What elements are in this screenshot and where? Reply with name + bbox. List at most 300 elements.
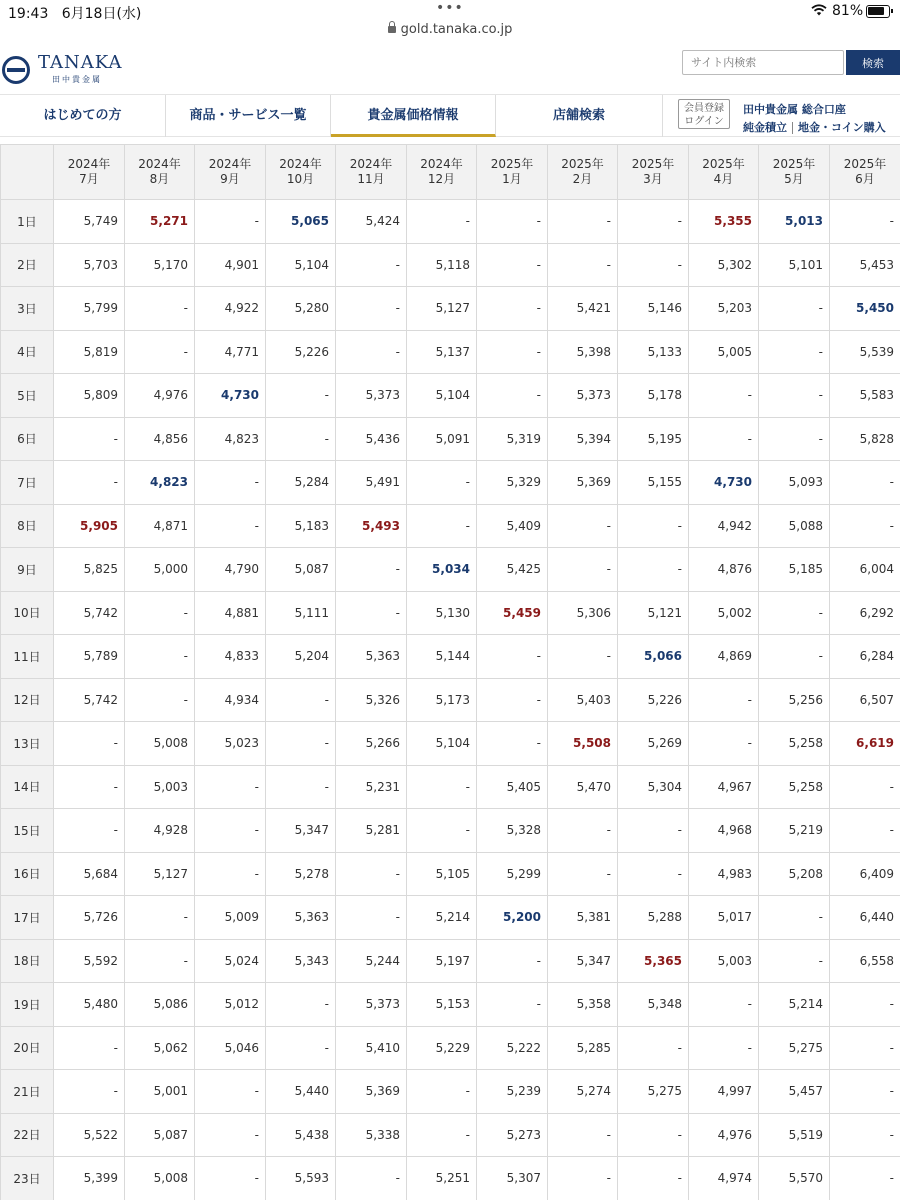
price-cell: -: [195, 461, 266, 505]
price-cell: 5,091: [407, 417, 477, 461]
day-label: 18日: [1, 939, 54, 983]
price-cell: 5,219: [759, 809, 830, 853]
table-row: [1, 896, 900, 940]
price-cell: 5,592: [54, 939, 125, 983]
price-cell: 5,348: [618, 983, 689, 1027]
price-cell: 5,088: [759, 504, 830, 548]
price-cell: 5,480: [54, 983, 125, 1027]
site-header: [0, 44, 900, 94]
price-cell: 5,347: [548, 939, 618, 983]
price-cell: 5,328: [477, 809, 548, 853]
month-header-year: 2025年: [631, 157, 675, 171]
price-cell: 5,365: [618, 939, 689, 983]
price-cell: -: [407, 200, 477, 244]
month-header-year: 2024年: [349, 157, 393, 171]
price-cell: -: [336, 243, 407, 287]
price-cell: -: [618, 809, 689, 853]
price-cell: 4,833: [195, 635, 266, 679]
price-cell: -: [759, 635, 830, 679]
link-separator: [792, 122, 793, 134]
price-cell: 5,491: [336, 461, 407, 505]
day-label: 7日: [1, 461, 54, 505]
price-cell: -: [830, 1113, 900, 1157]
price-cell: 5,373: [336, 983, 407, 1027]
price-cell: 5,347: [266, 809, 336, 853]
price-cell: -: [477, 939, 548, 983]
price-cell: -: [477, 983, 548, 1027]
member-register-label: 会員登録: [684, 103, 724, 114]
nav-products-services[interactable]: 商品・サービス一覧: [166, 95, 331, 137]
price-cell: 5,302: [689, 243, 759, 287]
price-cell: 5,436: [336, 417, 407, 461]
month-header-month: 5月: [784, 172, 804, 186]
price-cell: -: [54, 765, 125, 809]
month-header-year: 2025年: [490, 157, 534, 171]
price-cell: -: [548, 504, 618, 548]
price-cell: -: [759, 591, 830, 635]
table-row: [1, 548, 900, 592]
price-cell: 5,403: [548, 678, 618, 722]
nav-beginners[interactable]: はじめての方: [0, 95, 166, 137]
price-cell: 6,507: [830, 678, 900, 722]
month-header-year: 2025年: [843, 157, 887, 171]
price-cell: -: [830, 1026, 900, 1070]
battery-icon: [866, 5, 890, 18]
price-cell: -: [548, 243, 618, 287]
price-cell: -: [618, 1026, 689, 1070]
month-header: [689, 145, 759, 200]
nav-store-search[interactable]: 店舗検索: [552, 108, 605, 123]
price-cell: -: [336, 548, 407, 592]
price-cell: 5,319: [477, 417, 548, 461]
price-cell: 5,539: [830, 330, 900, 374]
day-label: 16日: [1, 852, 54, 896]
price-cell: -: [54, 722, 125, 766]
table-row: [1, 330, 900, 374]
price-cell: 5,825: [54, 548, 125, 592]
price-cell: -: [266, 722, 336, 766]
price-cell: -: [54, 417, 125, 461]
month-header-year: 2025年: [772, 157, 816, 171]
price-cell: 5,173: [407, 678, 477, 722]
month-header-month: 8月: [149, 172, 170, 186]
table-row: [1, 1026, 900, 1070]
login-label: ログイン: [684, 116, 724, 127]
price-cell: 5,703: [54, 243, 125, 287]
price-cell: 4,942: [689, 504, 759, 548]
price-cell: -: [195, 765, 266, 809]
day-label: 13日: [1, 722, 54, 766]
price-cell: 5,244: [336, 939, 407, 983]
price-cell: -: [336, 852, 407, 896]
price-cell: 5,104: [407, 374, 477, 418]
price-cell: 5,726: [54, 896, 125, 940]
price-cell: -: [548, 200, 618, 244]
price-cell: -: [125, 287, 195, 331]
price-cell: 5,086: [125, 983, 195, 1027]
price-cell: 5,470: [548, 765, 618, 809]
nav-sub-links: [743, 119, 886, 135]
general-account-link[interactable]: 田中貴金属 総合口座: [743, 103, 846, 116]
price-cell: -: [195, 1070, 266, 1114]
price-cell: 5,121: [618, 591, 689, 635]
price-cell: -: [477, 722, 548, 766]
price-cell: -: [759, 939, 830, 983]
price-cell: 5,153: [407, 983, 477, 1027]
price-cell: 5,087: [125, 1113, 195, 1157]
month-header-year: 2025年: [561, 157, 604, 171]
table-header-row: [1, 145, 900, 200]
table-row: [1, 417, 900, 461]
price-cell: -: [195, 809, 266, 853]
price-cell: -: [266, 983, 336, 1027]
price-cell: 5,195: [618, 417, 689, 461]
member-login-button[interactable]: [678, 99, 730, 129]
price-cell: 5,155: [618, 461, 689, 505]
price-cell: 5,001: [125, 1070, 195, 1114]
price-cell: 4,771: [195, 330, 266, 374]
price-cell: 5,133: [618, 330, 689, 374]
price-cell: -: [830, 504, 900, 548]
month-header: [477, 145, 548, 200]
price-cell: 5,222: [477, 1026, 548, 1070]
day-label: 5日: [1, 374, 54, 418]
price-cell: -: [407, 1070, 477, 1114]
price-cell: -: [548, 548, 618, 592]
price-cell: 5,266: [336, 722, 407, 766]
day-label: 14日: [1, 765, 54, 809]
price-cell: -: [407, 504, 477, 548]
month-header: [759, 145, 830, 200]
price-cell: 5,017: [689, 896, 759, 940]
price-cell: -: [477, 374, 548, 418]
nav-precious-metal-prices[interactable]: 貴金属価格情報: [331, 95, 496, 137]
price-cell: 5,003: [125, 765, 195, 809]
price-cell: -: [407, 765, 477, 809]
price-cell: 5,275: [618, 1070, 689, 1114]
day-label: 11日: [1, 635, 54, 679]
price-cell: 5,749: [54, 200, 125, 244]
price-cell: 4,997: [689, 1070, 759, 1114]
price-cell: -: [689, 678, 759, 722]
price-cell: -: [477, 678, 548, 722]
price-cell: 4,976: [125, 374, 195, 418]
price-cell: 5,239: [477, 1070, 548, 1114]
price-cell: 4,922: [195, 287, 266, 331]
price-cell: 6,284: [830, 635, 900, 679]
price-cell: 5,111: [266, 591, 336, 635]
month-header-month: 10月: [286, 172, 315, 186]
price-cell: 5,425: [477, 548, 548, 592]
table-row: [1, 1113, 900, 1157]
price-cell: 5,522: [54, 1113, 125, 1157]
battery-percent: 81%: [832, 3, 864, 19]
day-label: 20日: [1, 1026, 54, 1070]
price-cell: -: [336, 591, 407, 635]
month-header-year: 2025年: [702, 157, 745, 171]
price-cell: 5,343: [266, 939, 336, 983]
price-cell: 4,856: [125, 417, 195, 461]
month-header-month: 9月: [220, 172, 240, 186]
price-cell: 5,231: [336, 765, 407, 809]
url-text: gold.tanaka.co.jp: [400, 22, 513, 37]
price-cell: -: [266, 678, 336, 722]
price-cell: 5,256: [759, 678, 830, 722]
price-cell: -: [336, 1157, 407, 1200]
month-header-month: 12月: [427, 172, 456, 186]
corner-header-cell: [1, 145, 54, 200]
price-cell: 5,269: [618, 722, 689, 766]
price-cell: -: [477, 200, 548, 244]
price-cell: 4,901: [195, 243, 266, 287]
price-cell: 4,967: [689, 765, 759, 809]
url-bar[interactable]: [0, 22, 900, 40]
price-cell: 6,440: [830, 896, 900, 940]
price-cell: -: [830, 765, 900, 809]
month-header-month: 7月: [79, 172, 99, 186]
price-cell: -: [195, 504, 266, 548]
price-cell: 5,398: [548, 330, 618, 374]
table-row: [1, 939, 900, 983]
price-cell: 5,742: [54, 591, 125, 635]
price-cell: -: [618, 1113, 689, 1157]
price-cell: 5,144: [407, 635, 477, 679]
price-cell: 4,876: [689, 548, 759, 592]
month-header: [54, 145, 125, 200]
price-cell: -: [195, 852, 266, 896]
price-cell: 4,976: [689, 1113, 759, 1157]
price-cell: 5,394: [548, 417, 618, 461]
price-cell: -: [125, 591, 195, 635]
month-header: [407, 145, 477, 200]
price-cell: 4,881: [195, 591, 266, 635]
price-cell: 5,410: [336, 1026, 407, 1070]
price-cell: 5,251: [407, 1157, 477, 1200]
price-cell: -: [830, 809, 900, 853]
price-cell: 5,570: [759, 1157, 830, 1200]
price-cell: 5,358: [548, 983, 618, 1027]
price-cell: -: [830, 200, 900, 244]
price-cell: 5,024: [195, 939, 266, 983]
nav-account-area: [662, 95, 900, 137]
price-cell: 4,869: [689, 635, 759, 679]
price-cell: 5,288: [618, 896, 689, 940]
price-cell: -: [195, 200, 266, 244]
price-cell: 4,968: [689, 809, 759, 853]
price-cell: -: [618, 504, 689, 548]
month-header: [548, 145, 618, 200]
price-cell: 5,405: [477, 765, 548, 809]
price-cell: 5,329: [477, 461, 548, 505]
price-cell: 5,065: [266, 200, 336, 244]
table-row: [1, 809, 900, 853]
price-cell: 5,905: [54, 504, 125, 548]
bullion-coin-link[interactable]: 地金・コイン購入: [798, 121, 886, 134]
price-cell: -: [548, 1113, 618, 1157]
price-cell: 5,742: [54, 678, 125, 722]
table-row: [1, 765, 900, 809]
month-header-month: 11月: [357, 172, 385, 186]
price-cell: 5,809: [54, 374, 125, 418]
day-label: 15日: [1, 809, 54, 853]
month-header: [195, 145, 266, 200]
table-row: [1, 504, 900, 548]
price-cell: 5,583: [830, 374, 900, 418]
price-cell: -: [689, 983, 759, 1027]
table-row: [1, 591, 900, 635]
price-cell: -: [689, 417, 759, 461]
price-cell: -: [477, 635, 548, 679]
price-cell: -: [336, 330, 407, 374]
day-label: 4日: [1, 330, 54, 374]
price-cell: 5,003: [689, 939, 759, 983]
price-cell: -: [407, 809, 477, 853]
price-cell: -: [548, 852, 618, 896]
price-cell: -: [266, 417, 336, 461]
price-cell: 5,093: [759, 461, 830, 505]
price-cell: 5,013: [759, 200, 830, 244]
price-cell: 5,593: [266, 1157, 336, 1200]
price-cell: 5,104: [266, 243, 336, 287]
price-cell: -: [759, 374, 830, 418]
price-cell: 5,226: [266, 330, 336, 374]
price-cell: -: [830, 461, 900, 505]
price-cell: 5,087: [266, 548, 336, 592]
price-cell: 5,258: [759, 722, 830, 766]
price-cell: 4,823: [125, 461, 195, 505]
price-cell: -: [618, 1157, 689, 1200]
main-nav: [0, 94, 900, 137]
month-header-month: 1月: [502, 172, 522, 186]
price-cell: -: [759, 287, 830, 331]
price-cell: 6,292: [830, 591, 900, 635]
price-cell: 5,183: [266, 504, 336, 548]
logo-text: TANAKA: [38, 52, 123, 73]
price-cell: 5,373: [336, 374, 407, 418]
price-cell: -: [830, 983, 900, 1027]
price-cell: 5,459: [477, 591, 548, 635]
price-cell: -: [830, 1157, 900, 1200]
price-cell: 5,306: [548, 591, 618, 635]
site-search-input[interactable]: [682, 50, 844, 75]
price-cell: -: [477, 243, 548, 287]
price-cell: 5,170: [125, 243, 195, 287]
day-label: 12日: [1, 678, 54, 722]
wifi-icon: [811, 4, 827, 16]
table-row: [1, 635, 900, 679]
day-label: 10日: [1, 591, 54, 635]
table-row: [1, 722, 900, 766]
price-cell: 4,974: [689, 1157, 759, 1200]
month-header: [336, 145, 407, 200]
price-cell: 5,066: [618, 635, 689, 679]
price-cell: -: [125, 678, 195, 722]
price-cell: 5,200: [477, 896, 548, 940]
price-cell: -: [689, 722, 759, 766]
price-cell: -: [54, 461, 125, 505]
price-cell: 5,062: [125, 1026, 195, 1070]
price-cell: 5,280: [266, 287, 336, 331]
price-cell: 4,730: [195, 374, 266, 418]
price-cell: -: [407, 1113, 477, 1157]
price-cell: 5,178: [618, 374, 689, 418]
price-cell: 4,790: [195, 548, 266, 592]
month-header-year: 2024年: [67, 157, 111, 171]
price-cell: 5,399: [54, 1157, 125, 1200]
price-cell: 5,355: [689, 200, 759, 244]
price-cell: -: [54, 809, 125, 853]
price-cell: 5,453: [830, 243, 900, 287]
table-row: [1, 200, 900, 244]
tanaka-logo[interactable]: [0, 52, 130, 88]
price-cell: 5,338: [336, 1113, 407, 1157]
day-label: 17日: [1, 896, 54, 940]
price-cell: -: [689, 374, 759, 418]
search-button[interactable]: 検索: [846, 50, 900, 75]
price-cell: 5,214: [759, 983, 830, 1027]
day-label: 8日: [1, 504, 54, 548]
table-row: [1, 678, 900, 722]
table-row: [1, 983, 900, 1027]
day-label: 3日: [1, 287, 54, 331]
price-cell: -: [125, 896, 195, 940]
price-cell: -: [830, 1070, 900, 1114]
day-label: 2日: [1, 243, 54, 287]
day-label: 21日: [1, 1070, 54, 1114]
month-header-month: 4月: [713, 172, 734, 186]
price-cell: -: [125, 330, 195, 374]
price-cell: -: [618, 243, 689, 287]
table-row: [1, 1157, 900, 1200]
month-header-month: 3月: [643, 172, 663, 186]
price-cell: 5,009: [195, 896, 266, 940]
month-header-year: 2024年: [279, 157, 322, 171]
price-cell: 5,438: [266, 1113, 336, 1157]
price-cell: 5,508: [548, 722, 618, 766]
month-header: [266, 145, 336, 200]
price-cell: -: [266, 765, 336, 809]
accumulation-link[interactable]: 純金積立: [743, 121, 787, 134]
price-cell: 5,185: [759, 548, 830, 592]
price-cell: -: [195, 1157, 266, 1200]
price-cell: 4,871: [125, 504, 195, 548]
price-cell: -: [54, 1070, 125, 1114]
price-cell: 5,819: [54, 330, 125, 374]
logo-mark-icon: [2, 56, 30, 84]
table-row: [1, 461, 900, 505]
price-cell: 5,130: [407, 591, 477, 635]
month-header: [830, 145, 900, 200]
price-cell: 5,204: [266, 635, 336, 679]
price-cell: 5,457: [759, 1070, 830, 1114]
price-cell: -: [689, 1026, 759, 1070]
price-cell: 5,046: [195, 1026, 266, 1070]
price-cell: 5,214: [407, 896, 477, 940]
price-cell: 5,146: [618, 287, 689, 331]
table-row: [1, 1070, 900, 1114]
price-cell: -: [759, 417, 830, 461]
price-cell: 5,197: [407, 939, 477, 983]
price-cell: 5,105: [407, 852, 477, 896]
tab-dots-icon[interactable]: •••: [436, 0, 464, 16]
price-cell: 5,299: [477, 852, 548, 896]
price-cell: -: [125, 939, 195, 983]
price-cell: 6,004: [830, 548, 900, 592]
price-cell: 5,008: [125, 722, 195, 766]
price-cell: 5,023: [195, 722, 266, 766]
table-row: [1, 852, 900, 896]
price-cell: 5,440: [266, 1070, 336, 1114]
